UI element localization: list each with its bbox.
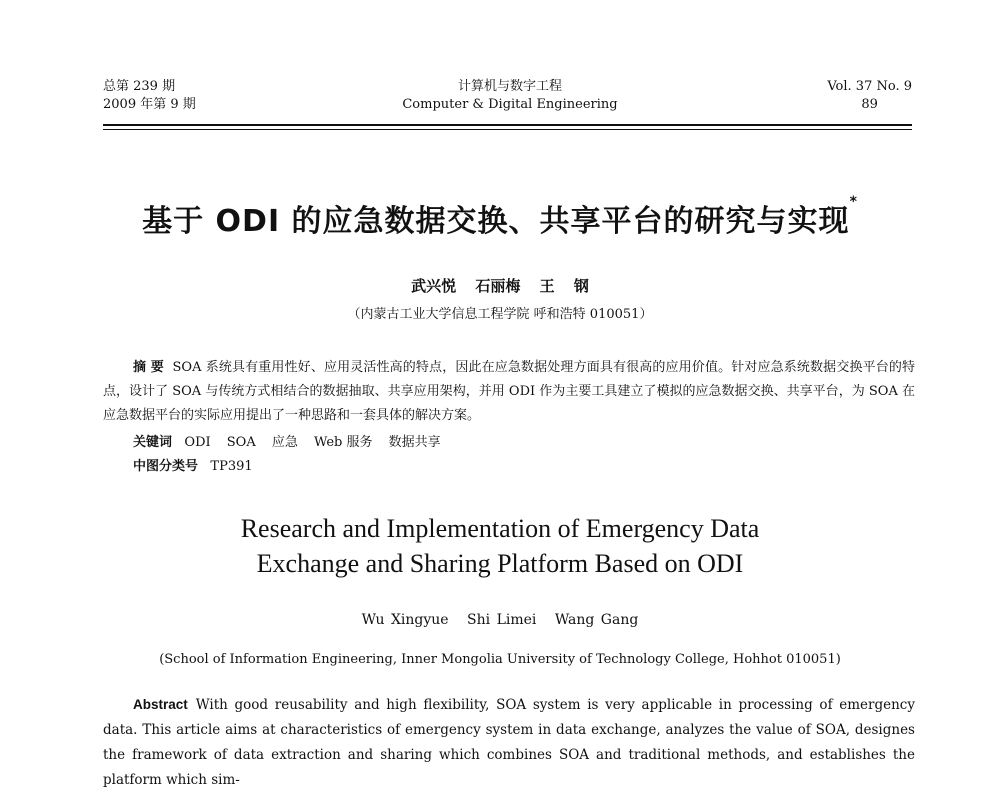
affiliation-cn: （内蒙古工业大学信息工程学院 呼和浩特 010051） [347,307,653,322]
header-rule-thick [103,124,912,126]
keyword-item: Web 服务 [314,435,373,450]
paper-title-en-line1: Research and Implementation of Emergency Data [240,514,760,543]
page-number: 89 [861,97,878,112]
paper-title-en-line2: Exchange and Sharing Platform Based on ODI [256,549,744,578]
keyword-item: ODI [184,435,211,450]
classification-cn [133,455,253,479]
keywords-cn-label: 关键词 [133,435,173,450]
author-name: Wu Xingyue [361,612,449,628]
header-issue-info [103,78,196,114]
keyword-item: SOA [226,435,256,450]
header-journal [300,78,720,114]
abstract-en-text: With good reusability and high flexibility, SOA system is very applicable in processing of emergency data. This article aims at characteristics of emergency system in data exchange, analyzes the value of SOA, designes the framework of data extraction and sharing which combines SOA and traditional methods, and establishes the platform which sim- [103,697,915,788]
keywords-cn [133,431,453,455]
header-volume-info [827,78,912,114]
keyword-item: 数据共享 [388,435,441,450]
authors-cn: 武兴悦 石丽梅 王 钢 [411,277,589,295]
issue-total: 总第 239 期 [103,79,176,94]
paper-title-cn-text: 基于 ODI 的应急数据交换、共享平台的研究与实现 [142,204,850,239]
journal-name-cn: 计算机与数字工程 [457,79,562,94]
author-name: Wang Gang [554,612,639,628]
authors-en [0,612,1000,628]
keyword-item: 应急 [271,435,298,450]
abstract-cn [103,356,915,428]
journal-name-en: Computer & Digital Engineering [402,97,618,112]
abstract-cn-label: 摘 要 [133,360,164,375]
paper-title-en [0,511,1000,581]
issue-year: 2009 年第 9 期 [103,97,196,112]
affiliation-en: (School of Information Engineering, Inner Mongolia University of Technology College, Hohhot 010051) [159,652,841,667]
abstract-en [103,692,915,793]
classification-cn-label: 中图分类号 [133,459,199,474]
author-name: Shi Limei [467,612,537,628]
paper-title-cn [80,196,920,240]
abstract-cn-text: SOA 系统具有重用性好、应用灵活性高的特点，因此在应急数据处理方面具有很高的应用价值。针对应急系统数据交换平台的特点，设计了 SOA 与传统方式相结合的数据抽取、共享应用架构，并用 ODI 作为主要工具建立了模拟的应急数据交换、共享平台，为 SOA 在应急数据平台的实际应用提出了一种思路和一套具体的解决方案。 [103,360,916,423]
volume-number: Vol. 37 No. 9 [827,79,912,94]
title-footnote-mark: * [849,194,858,210]
header-rule-thin [103,129,912,130]
abstract-en-label: Abstract [133,697,188,712]
classification-code: TP391 [210,459,253,474]
